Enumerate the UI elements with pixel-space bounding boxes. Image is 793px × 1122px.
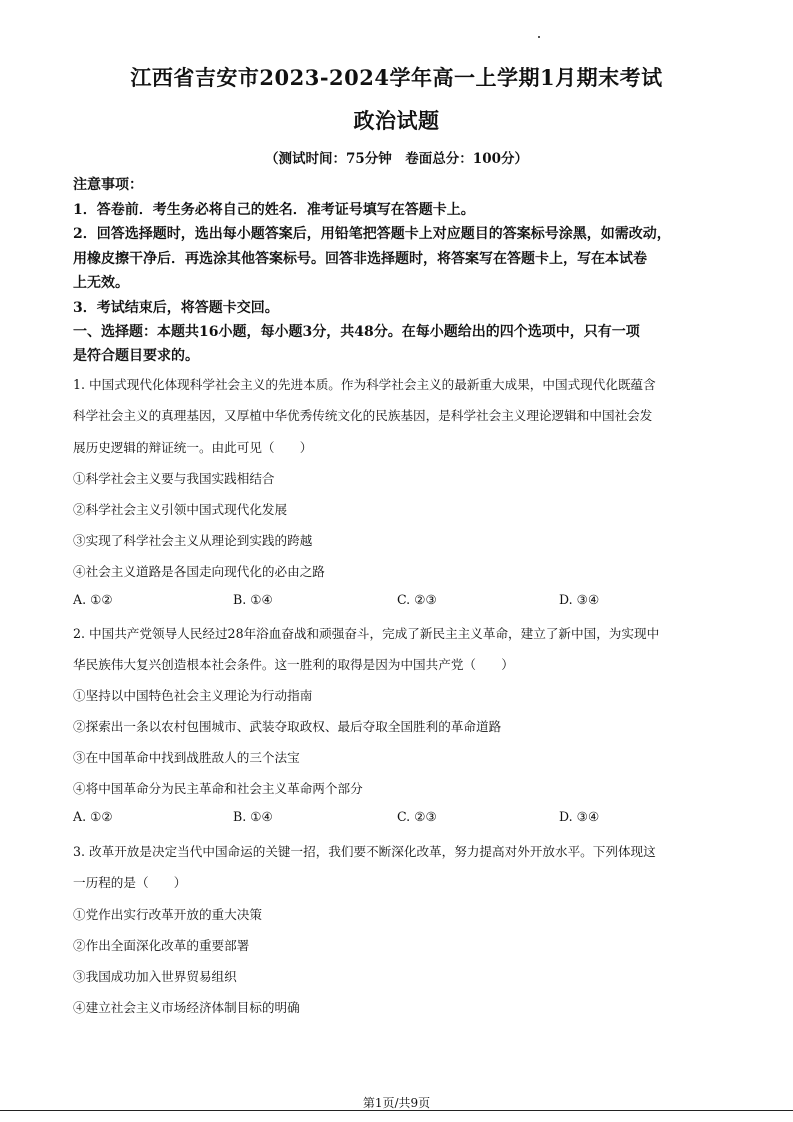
question-3-item-3: ③我国成功加入世界贸易组织 (73, 969, 237, 984)
notice-item-3: 3．考试结束后，将答题卡交回。 (73, 300, 279, 316)
question-1-option-a: A. ①② (73, 592, 113, 607)
exam-info: （测试时间：75分钟 卷面总分：100分） (265, 151, 528, 167)
exam-subject: 政治试题 (353, 108, 440, 133)
question-2-item-1: ①坚持以中国特色社会主义理论为行动指南 (73, 688, 313, 703)
question-1-stem-line-1: 1. 中国式现代化体现科学社会主义的先进本质。作为科学社会主义的最新重大成果，中国式现代化既蕴含 (73, 377, 656, 392)
exam-title: 江西省吉安市2023-2024学年高一上学期1月期末考试 (130, 65, 663, 90)
question-2-option-a: A. ①② (73, 809, 113, 824)
section-heading-line-2: 是符合题目要求的。 (73, 348, 199, 364)
question-2-stem-line-1: 2. 中国共产党领导人民经过28年浴血奋战和顽强奋斗，完成了新民主主义革命，建立了新中国，为实现中 (73, 626, 660, 641)
question-3-stem-line-2: 一历程的是（ ） (73, 875, 187, 890)
question-2-stem-line-2: 华民族伟大复兴创造根本社会条件。这一胜利的取得是因为中国共产党（ ） (73, 657, 514, 672)
scan-dot (538, 36, 540, 38)
section-heading-line-1: 一、选择题：本题共16小题，每小题3分，共48分。在每小题给出的四个选项中，只有一项 (73, 324, 640, 340)
question-1-item-2: ②科学社会主义引领中国式现代化发展 (73, 502, 288, 517)
question-1-item-4: ④社会主义道路是各国走向现代化的必由之路 (73, 564, 325, 579)
question-3-item-4: ④建立社会主义市场经济体制目标的明确 (73, 1000, 300, 1015)
question-2-item-2: ②探索出一条以农村包围城市、武装夺取政权、最后夺取全国胜利的革命道路 (73, 719, 502, 734)
question-1-item-1: ①科学社会主义要与我国实践相结合 (73, 471, 275, 486)
question-1-option-b: B. ①④ (233, 592, 273, 607)
question-2-item-4: ④将中国革命分为民主革命和社会主义革命两个部分 (73, 781, 363, 796)
question-1-option-d: D. ③④ (559, 592, 600, 607)
notice-item-1: 1．答卷前．考生务必将自己的姓名．准考证号填写在答题卡上。 (73, 202, 475, 218)
question-1-item-3: ③实现了科学社会主义从理论到实践的跨越 (73, 533, 313, 548)
question-1-stem-line-3: 展历史逻辑的辩证统一。由此可见（ ） (73, 440, 313, 455)
notice-item-2-line-2: 用橡皮擦干净后．再选涂其他答案标号。回答非选择题时，将答案写在答题卡上，写在本试卷 (73, 251, 647, 267)
question-3-item-1: ①党作出实行改革开放的重大决策 (73, 907, 262, 922)
question-3-stem-line-1: 3. 改革开放是决定当代中国命运的关键一招，我们要不断深化改革，努力提高对外开放水平。下列体现这 (73, 844, 656, 859)
question-3-item-2: ②作出全面深化改革的重要部署 (73, 938, 250, 953)
notice-heading: 注意事项： (73, 177, 143, 193)
notice-item-2-line-1: 2．回答选择题时，选出每小题答案后，用铅笔把答题卡上对应题目的答案标号涂黑，如需改动， (73, 226, 671, 242)
question-1-stem-line-2: 科学社会主义的真理基因，又厚植中华优秀传统文化的民族基因，是科学社会主义理论逻辑和中国社会发 (73, 408, 653, 423)
question-2-option-d: D. ③④ (559, 809, 600, 824)
question-1-option-c: C. ②③ (397, 592, 437, 607)
question-2-item-3: ③在中国革命中找到战胜敌人的三个法宝 (73, 750, 300, 765)
question-2-option-b: B. ①④ (233, 809, 273, 824)
page-number: 第1页/共9页 (362, 1096, 431, 1110)
question-2-option-c: C. ②③ (397, 809, 437, 824)
footer-divider (0, 1110, 793, 1111)
notice-item-2-line-3: 上无效。 (73, 275, 129, 291)
